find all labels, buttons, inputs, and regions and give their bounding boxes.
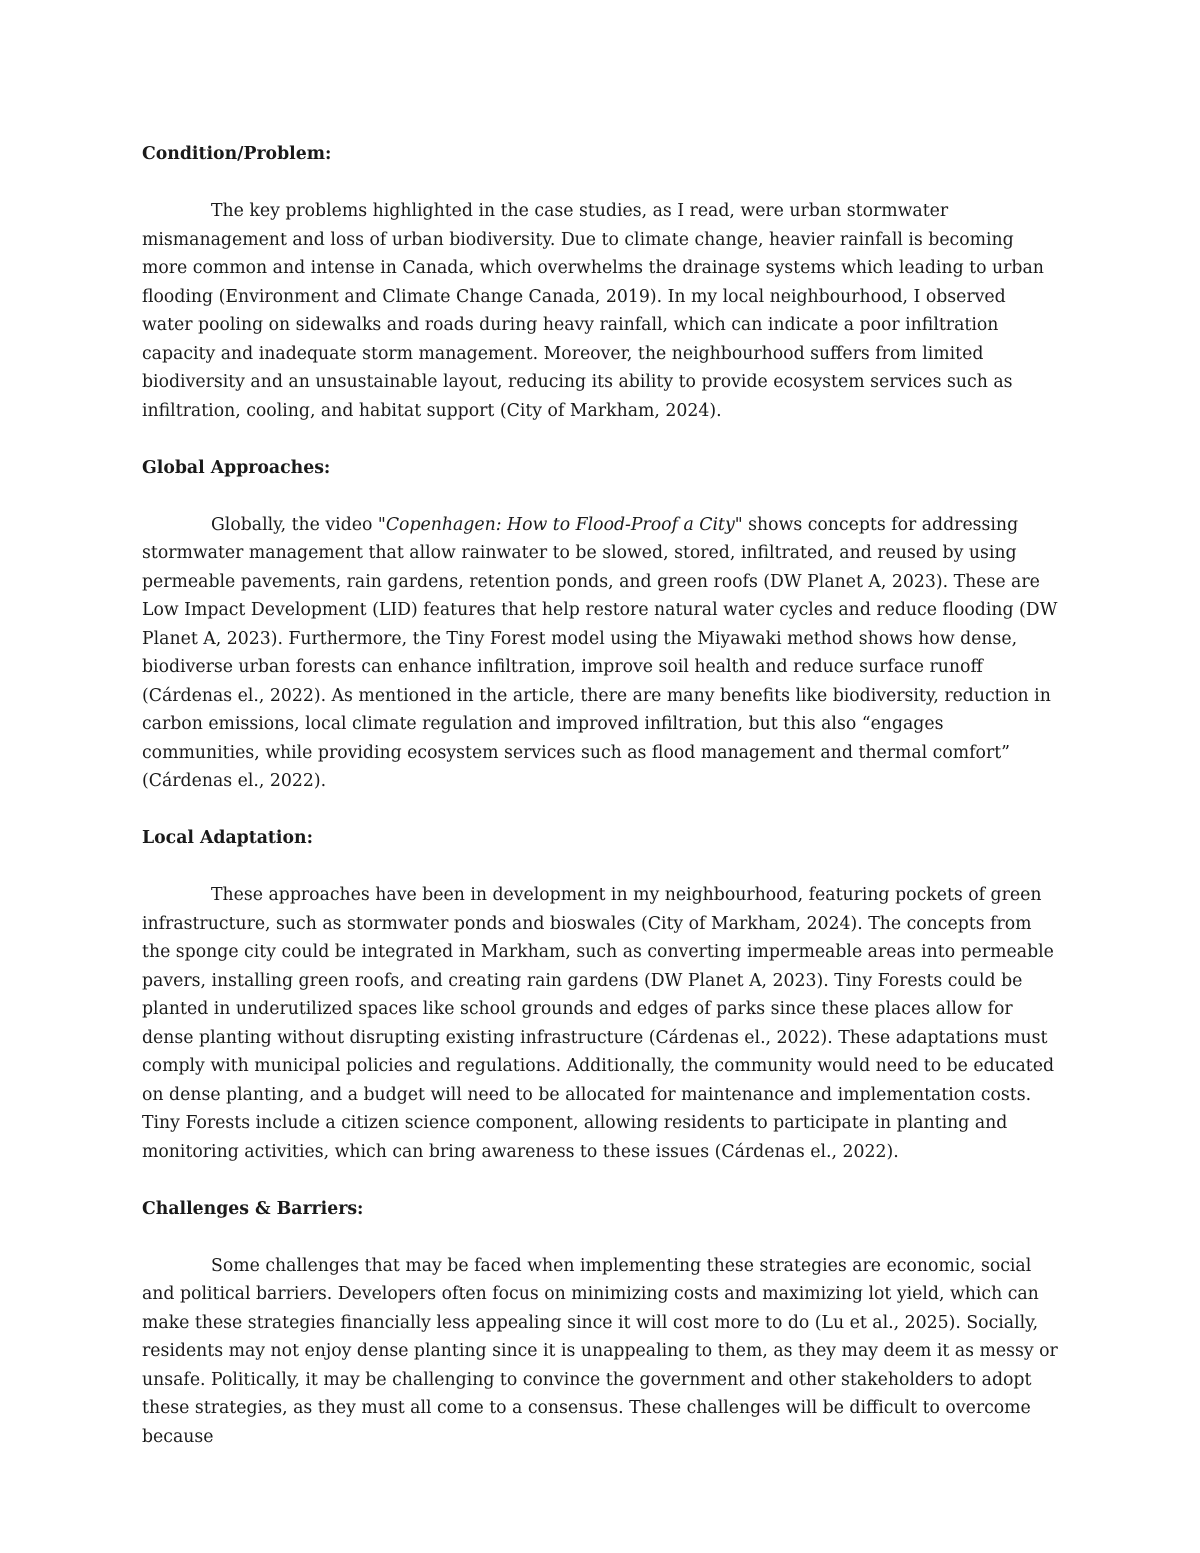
section-heading-challenges-barriers: Challenges & Barriers:	[142, 1198, 364, 1219]
section-body-condition-problem: The key problems highlighted in the case studies, as I read, were urban stormwater mismanagement and loss of urban biodiversity. Due to climate change, heavier rainfall is becoming more common and intense in Canada, which overwhelms the drainage systems which leading to urban flooding (Environment and Climate Change Canada, 2019). In my local neighbourhood, I observed water pooling on sidewalks and roads during heavy rainfall, which can indicate a poor infiltration capacity and inadequate storm management. Moreover, the neighbourhood suffers from limited biodiversity and an unsustainable layout, reducing its ability to provide ecosystem services such as infiltration, cooling, and habitat support (City of Markham, 2024).	[142, 201, 1044, 421]
section-heading-global-approaches: Global Approaches:	[142, 457, 331, 478]
document-page	[142, 140, 1060, 1451]
section-body-challenges-barriers: Some challenges that may be faced when implementing these strategies are economic, social and political barriers. Developers often focus on minimizing costs and maximizing lot yield, which can make these strategies financially less appealing since it will cost more to do (Lu et al., 2025). Socially, residents may not enjoy dense planting since it is unappealing to them, as they may deem it as messy or unsafe. Politically, it may be challenging to convince the government and other stakeholders to adopt these strategies, as they must all come to a consensus. These challenges will be difficult to overcome because	[142, 1255, 1058, 1447]
section-body-global-approaches	[142, 511, 1060, 796]
video-title: Copenhagen: How to Flood-Proof a City	[385, 514, 735, 535]
section-body-local-adaptation: These approaches have been in development in my neighbourhood, featuring pockets of green infrastructure, such as stormwater ponds and bioswales (City of Markham, 2024). The concepts from the sponge city could be integrated in Markham, such as converting impermeable areas into permeable pavers, installing green roofs, and creating rain gardens (DW Planet A, 2023). Tiny Forests could be planted in underutilized spaces like school grounds and edges of parks since these places allow for dense planting without disrupting existing infrastructure (Cárdenas el., 2022). These adaptations must comply with municipal policies and regulations. Additionally, the community would need to be educated on dense planting, and a budget will need to be allocated for maintenance and implementation costs. Tiny Forests include a citizen science component, allowing residents to participate in planting and monitoring activities, which can bring awareness to these issues (Cárdenas el., 2022).	[142, 885, 1055, 1162]
global-approaches-text-start: Globally, the video "	[211, 514, 386, 535]
section-heading-condition-problem: Condition/Problem:	[142, 144, 332, 164]
global-approaches-text-rest: " shows concepts for addressing stormwater management that allow rainwater to be slowed, stored, infiltrated, and reused by using permeable pavements, rain gardens, retention ponds, and green roofs (DW Planet A, 2023). These are Low Impact Development (LID) features that help restore natural water cycles and reduce flooding (DW Planet A, 2023). Furthermore, the Tiny Forest model using the Miyawaki method shows how dense, biodiverse urban forests can enhance infiltration, improve soil health and reduce surface runoff (Cárdenas el., 2022). As mentioned in the article, there are many benefits like biodiversity, reduction in carbon emissions, local climate regulation and improved infiltration, but this also “engages communities, while providing ecosystem services such as flood management and thermal comfort” (Cárdenas el., 2022).	[142, 514, 1058, 791]
section-heading-local-adaptation: Local Adaptation:	[142, 828, 313, 848]
